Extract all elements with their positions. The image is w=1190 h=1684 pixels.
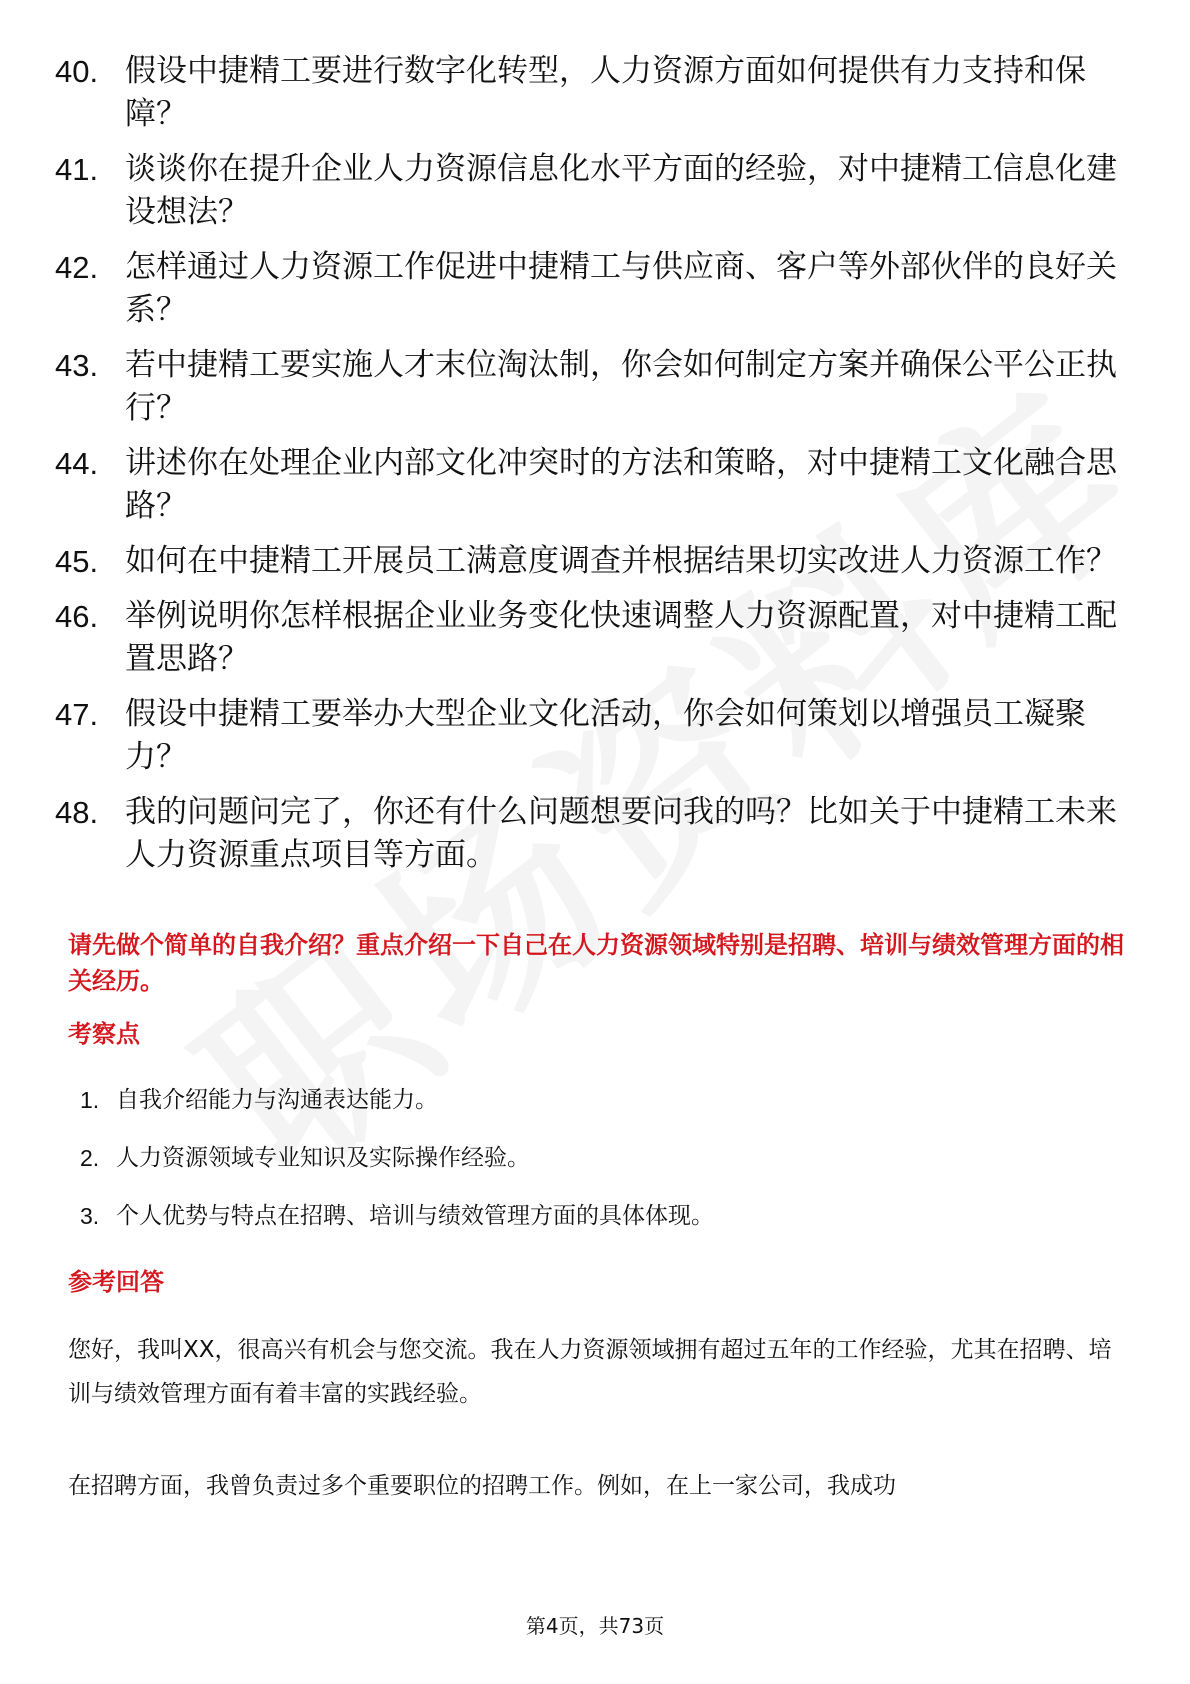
question-item bbox=[55, 595, 1135, 681]
question-text: 举例说明你怎样根据企业业务变化快速调整人力资源配置，对中捷精工配置思路？ bbox=[125, 598, 1117, 677]
question-number: 46. bbox=[55, 599, 99, 634]
question-number: 48. bbox=[55, 795, 99, 830]
question-number: 42. bbox=[55, 250, 99, 285]
featured-question: 请先做个简单的自我介绍？重点介绍一下自己在人力资源领域特别是招聘、培训与绩效管理方面的相关经历。 bbox=[68, 931, 1124, 995]
question-list bbox=[55, 50, 1135, 889]
question-text: 假设中捷精工要举办大型企业文化活动，你会如何策划以增强员工凝聚力？ bbox=[125, 696, 1086, 775]
point-item bbox=[80, 1140, 714, 1176]
point-number: 3. bbox=[80, 1203, 100, 1229]
question-item bbox=[55, 540, 1135, 583]
question-text: 讲述你在处理企业内部文化冲突时的方法和策略，对中捷精工文化融合思路？ bbox=[125, 445, 1117, 524]
question-text: 若中捷精工要实施人才末位淘汰制，你会如何制定方案并确保公平公正执行？ bbox=[125, 347, 1117, 426]
question-item bbox=[55, 50, 1135, 136]
answer-heading: 参考回答 bbox=[68, 1268, 164, 1296]
question-item bbox=[55, 693, 1135, 779]
question-number: 43. bbox=[55, 348, 99, 383]
question-item bbox=[55, 344, 1135, 430]
question-number: 47. bbox=[55, 697, 99, 732]
point-text: 个人优势与特点在招聘、培训与绩效管理方面的具体体现。 bbox=[116, 1203, 714, 1229]
point-number: 1. bbox=[80, 1087, 100, 1113]
question-number: 44. bbox=[55, 446, 99, 481]
page-number: 第4页，共73页 bbox=[525, 1614, 665, 1638]
point-text: 自我介绍能力与沟通表达能力。 bbox=[116, 1087, 438, 1113]
answer-paragraph: 在招聘方面，我曾负责过多个重要职位的招聘工作。例如，在上一家公司，我成功 bbox=[68, 1473, 896, 1499]
point-item bbox=[80, 1082, 714, 1118]
question-number: 40. bbox=[55, 54, 99, 89]
question-number: 45. bbox=[55, 544, 99, 579]
question-text: 假设中捷精工要进行数字化转型，人力资源方面如何提供有力支持和保障？ bbox=[125, 53, 1086, 132]
question-number: 41. bbox=[55, 152, 99, 187]
question-text: 如何在中捷精工开展员工满意度调查并根据结果切实改进人力资源工作？ bbox=[125, 543, 1117, 579]
answer-paragraph: 您好，我叫XX，很高兴有机会与您交流。我在人力资源领域拥有超过五年的工作经验，尤其在招聘、培训与绩效管理方面有着丰富的实践经验。 bbox=[68, 1337, 1112, 1407]
point-text: 人力资源领域专业知识及实际操作经验。 bbox=[116, 1145, 530, 1171]
question-item bbox=[55, 791, 1135, 877]
question-text: 怎样通过人力资源工作促进中捷精工与供应商、客户等外部伙伴的良好关系？ bbox=[125, 249, 1117, 328]
point-number: 2. bbox=[80, 1145, 100, 1171]
points-list bbox=[80, 1082, 714, 1256]
question-item bbox=[55, 148, 1135, 234]
question-item bbox=[55, 442, 1135, 528]
point-item bbox=[80, 1198, 714, 1234]
question-text: 谈谈你在提升企业人力资源信息化水平方面的经验，对中捷精工信息化建设想法？ bbox=[125, 151, 1117, 230]
question-text: 我的问题问完了，你还有什么问题想要问我的吗？比如关于中捷精工未来人力资源重点项目等方面。 bbox=[125, 794, 1117, 873]
points-heading: 考察点 bbox=[68, 1020, 140, 1048]
question-item bbox=[55, 246, 1135, 332]
